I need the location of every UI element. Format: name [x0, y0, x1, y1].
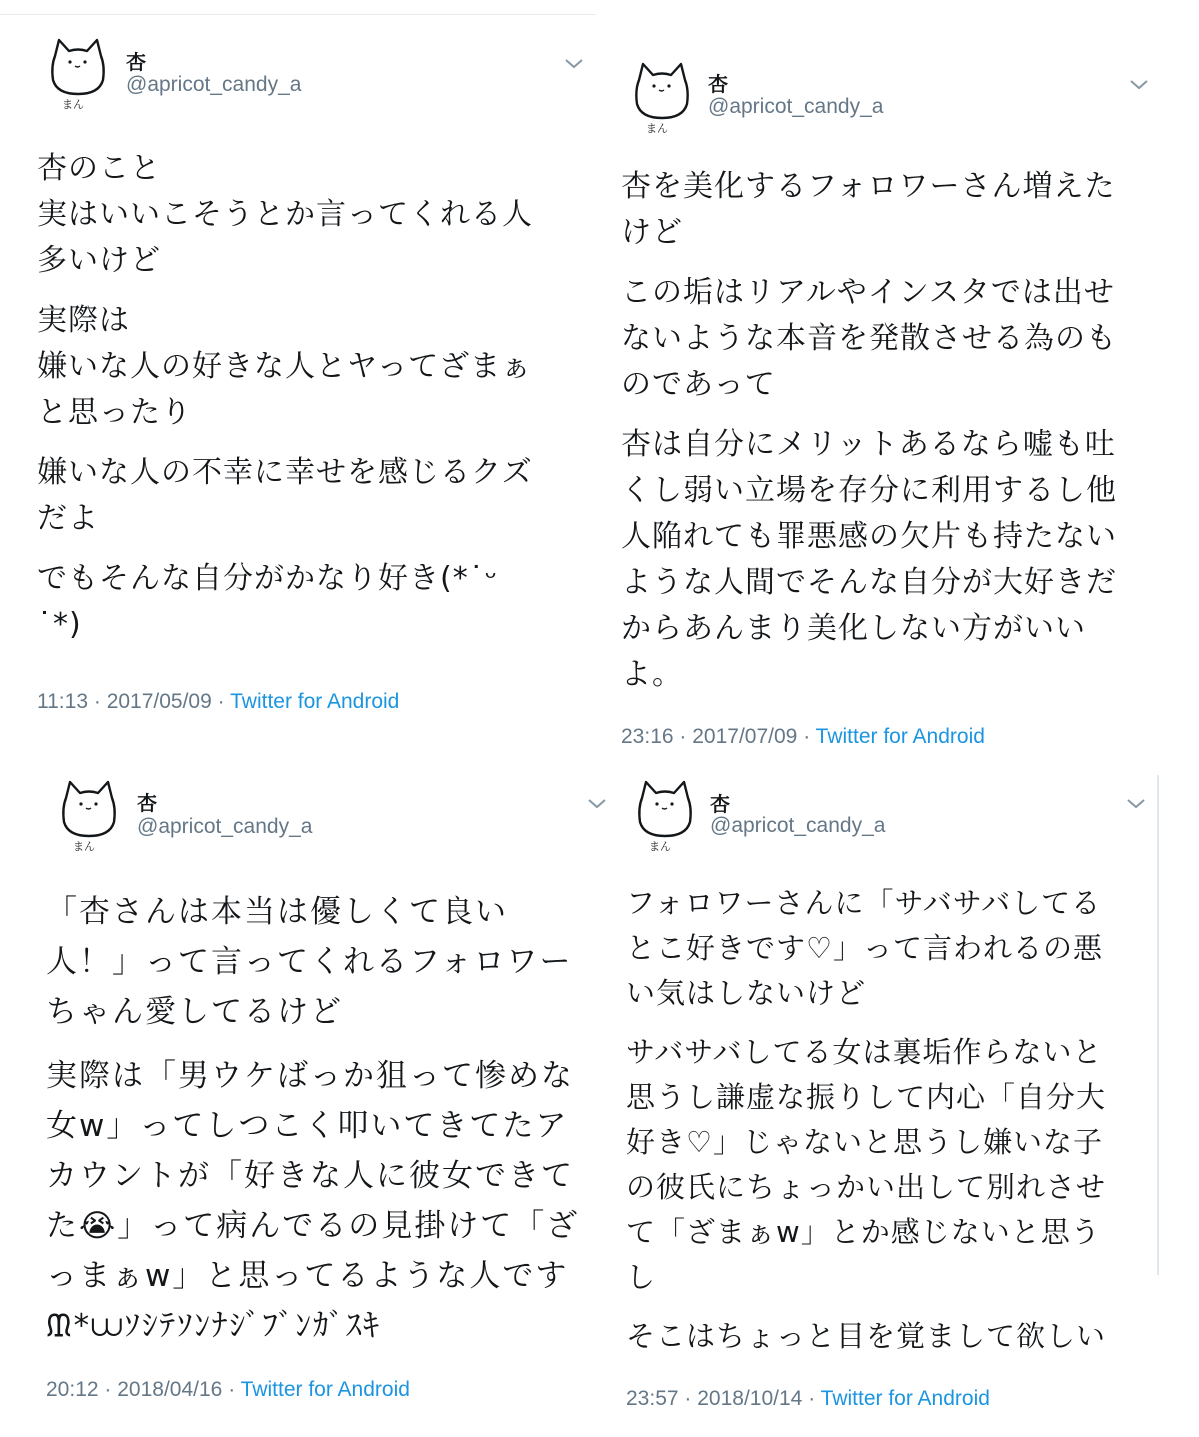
- avatar-caption: まん: [649, 840, 671, 853]
- display-name[interactable]: 杏: [126, 50, 146, 74]
- user-handle[interactable]: @apricot_candy_a: [708, 95, 884, 118]
- tweet-meta: [621, 725, 985, 749]
- tweet-meta: [37, 690, 399, 714]
- chevron-down-icon: [586, 796, 608, 810]
- tweet-date[interactable]: 2018/10/14: [697, 1387, 803, 1410]
- top-divider: [0, 14, 596, 15]
- meta-separator: ·: [803, 725, 811, 748]
- avatar-caption: まん: [73, 840, 95, 853]
- tweet-source-link[interactable]: Twitter for Android: [230, 690, 400, 713]
- tweet-time[interactable]: 20:12: [46, 1378, 99, 1401]
- chevron-down-icon: [563, 56, 585, 70]
- tweet-meta: [46, 1378, 410, 1402]
- tweet-meta: [626, 1387, 990, 1411]
- tweet-date[interactable]: 2018/04/16: [117, 1378, 223, 1401]
- tweet-paragraph: そこはちょっと目を覚まして欲しい: [626, 1319, 1107, 1353]
- tweet-paragraph: 嫌いな人の不幸に幸せを感じるクズ だよ: [37, 455, 533, 536]
- avatar-caption: まん: [646, 122, 668, 135]
- tweet-date[interactable]: 2017/05/09: [106, 690, 212, 713]
- user-handle[interactable]: @apricot_candy_a: [137, 815, 313, 838]
- tweet-paragraph: 実際は 嫌いな人の好きな人とヤってざまぁ と思ったり: [37, 303, 533, 430]
- avatar[interactable]: [636, 778, 694, 852]
- tweet-paragraph: 杏のこと 実はいいこそうとか言ってくれる人 多いけど: [37, 151, 533, 278]
- scrollbar-line: [1157, 775, 1159, 1275]
- tweet-paragraph: 実際は「男ウケばっか狙って惨めな 女w」ってしつこく叩いてきてたア カウントが「好きな人に彼女できて た😭」って病んでるの見掛けて「ざ っまぁw」と思ってるような人です ᙢ*⩊ｿｼﾃｿﾝﾅｼﾞﾌﾞﾝｶﾞｽｷ: [46, 1058, 580, 1344]
- tweet-time[interactable]: 23:16: [621, 725, 674, 748]
- meta-separator: ·: [684, 1387, 692, 1410]
- display-name[interactable]: 杏: [710, 792, 730, 816]
- tweet-text: [46, 887, 596, 1365]
- display-name[interactable]: 杏: [708, 72, 728, 96]
- meta-separator: ·: [104, 1378, 112, 1401]
- chevron-down-icon: [1125, 796, 1147, 810]
- tweet-time[interactable]: 11:13: [37, 690, 88, 713]
- user-handle[interactable]: @apricot_candy_a: [710, 814, 886, 837]
- tweet-text: [621, 164, 1161, 712]
- tweet-text: [626, 881, 1151, 1373]
- meta-separator: ·: [808, 1387, 816, 1410]
- avatar[interactable]: [49, 36, 107, 110]
- tweet-source-link[interactable]: Twitter for Android: [820, 1387, 990, 1410]
- tweet-date[interactable]: 2017/07/09: [692, 725, 798, 748]
- tweet-paragraph: フォロワーさんに「サバサバしてる とこ好きです♡」って言われるの悪 い気はしないけど: [626, 886, 1103, 1010]
- chevron-down-icon: [1128, 77, 1150, 91]
- avatar[interactable]: [60, 778, 118, 852]
- display-name[interactable]: 杏: [137, 791, 157, 815]
- tweet-time[interactable]: 23:57: [626, 1387, 679, 1410]
- meta-separator: ·: [679, 725, 687, 748]
- tweet-paragraph: サバサバしてる女は裏垢作らないと 思うし謙虚な振りして内心「自分大 好き♡」じゃないと思うし嫌いな子 の彼氏にちょっかい出して別れさせ て「ざまぁw」とか感じないと思う し: [626, 1035, 1107, 1294]
- tweet-paragraph: 杏を美化するフォロワーさん増えた けど: [621, 169, 1116, 250]
- tweet-menu-button[interactable]: [1125, 796, 1147, 810]
- tweet-menu-button[interactable]: [586, 796, 608, 810]
- tweet-source-link[interactable]: Twitter for Android: [240, 1378, 410, 1401]
- user-handle[interactable]: @apricot_candy_a: [126, 73, 302, 96]
- tweet-menu-button[interactable]: [563, 56, 585, 70]
- tweet-source-link[interactable]: Twitter for Android: [815, 725, 985, 748]
- tweet-paragraph: 「杏さんは本当は優しくて良い 人！」って言ってくれるフォロワー ちゃん愛してるけど: [46, 894, 573, 1030]
- avatar[interactable]: [633, 60, 691, 134]
- meta-separator: ·: [217, 690, 225, 713]
- tweet-menu-button[interactable]: [1128, 77, 1150, 91]
- tweet-paragraph: この垢はリアルやインスタでは出せ ないような本音を発散させる為のも のであって: [621, 275, 1117, 402]
- avatar-caption: まん: [62, 98, 84, 111]
- tweet-paragraph: でもそんな自分がかなり好き(*˙ᵕ ˙*): [37, 561, 499, 642]
- meta-separator: ·: [93, 690, 101, 713]
- meta-separator: ·: [228, 1378, 236, 1401]
- tweet-paragraph: 杏は自分にメリットあるなら嘘も吐 くし弱い立場を存分に利用するし他 人陥れても罪悪感の欠片も持たない ような人間でそんな自分が大好きだ からあんまり美化しない方がいい よ。: [621, 427, 1117, 692]
- tweet-text: [37, 146, 582, 662]
